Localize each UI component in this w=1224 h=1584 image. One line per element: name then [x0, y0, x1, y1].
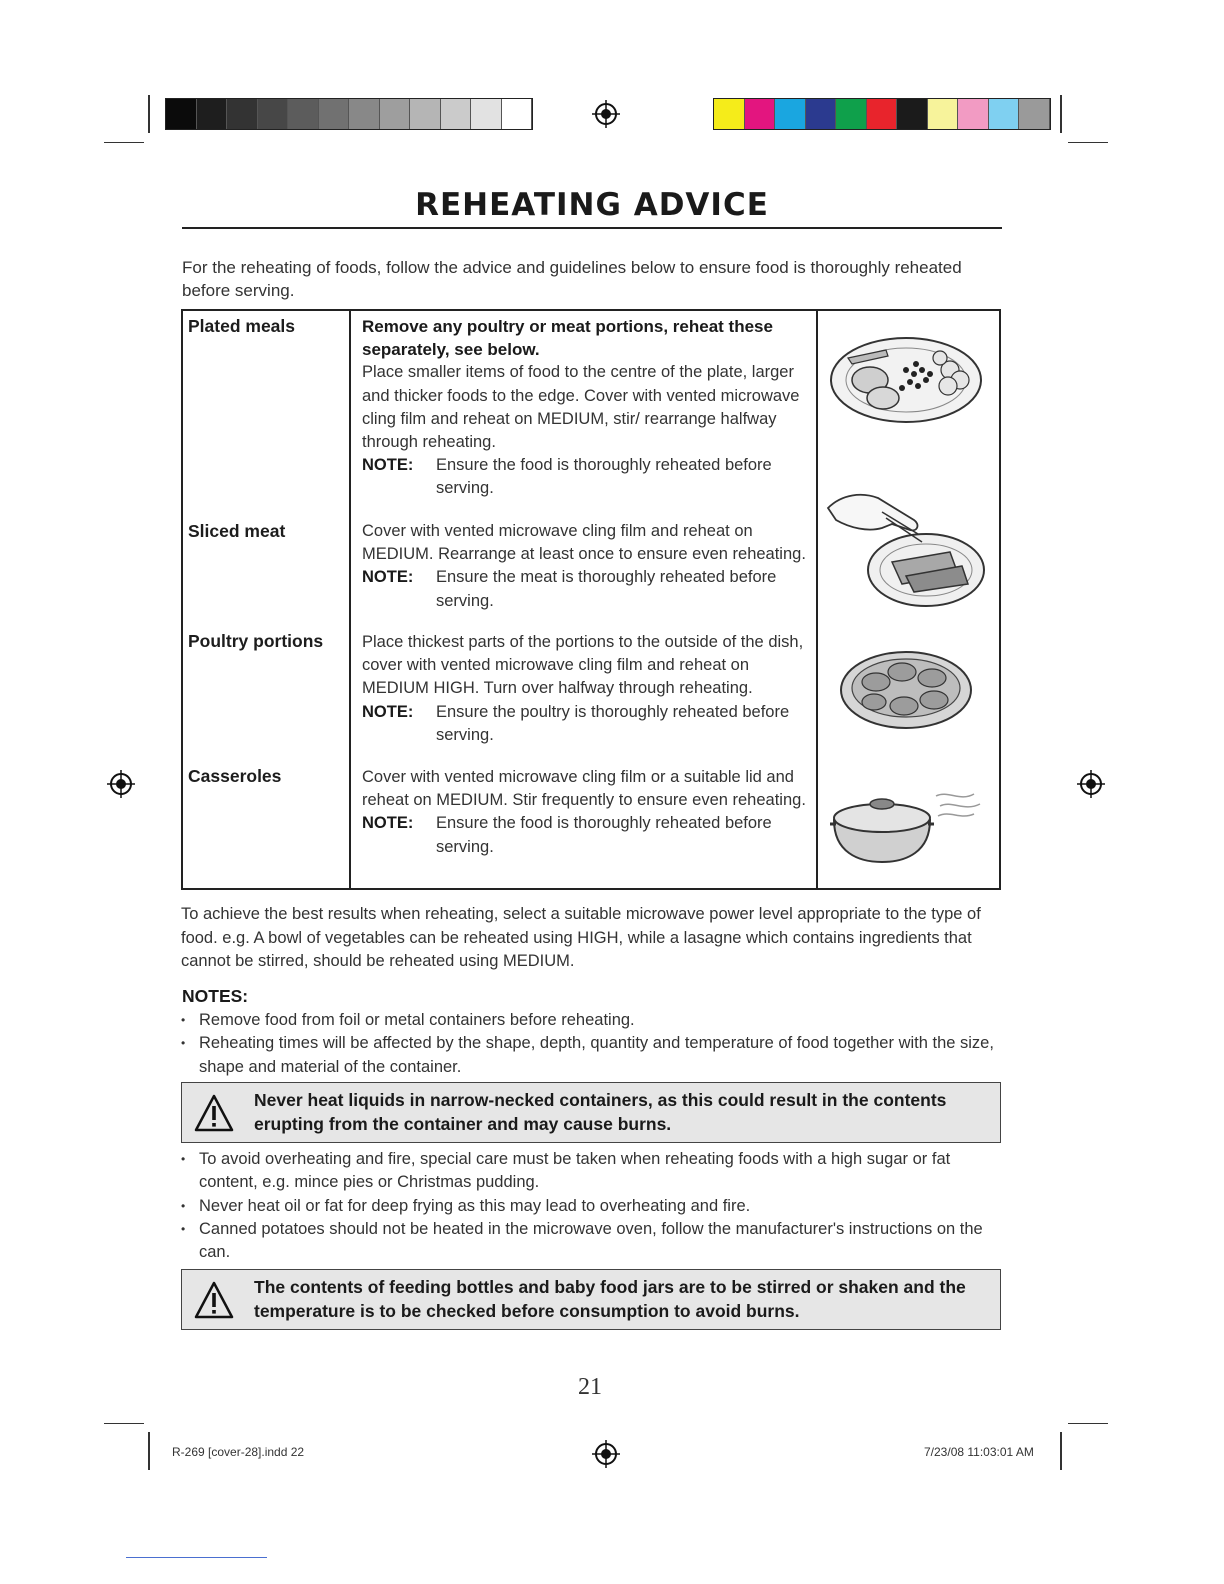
note-text: Ensure the food is thoroughly reheated before serving. [436, 814, 772, 856]
gray-swatch [319, 99, 350, 129]
casserole-illustration [828, 774, 988, 866]
warning-box [181, 1082, 1001, 1143]
category-label: Casseroles [188, 766, 282, 786]
notes-list [181, 1009, 1001, 1079]
poultry-portions-illustration [838, 646, 974, 734]
category-label: Plated meals [188, 316, 295, 336]
link-underline [126, 1557, 267, 1558]
note-row [362, 454, 812, 500]
notes-list [181, 1148, 1001, 1264]
crop-mark [1060, 95, 1062, 133]
warning-triangle-icon [194, 1281, 234, 1319]
gray-swatch [410, 99, 441, 129]
gray-swatch [197, 99, 228, 129]
note-label: NOTE: [362, 814, 414, 833]
row-text: Cover with vented microwave cling film and reheat on MEDIUM. Rearrange at least once to ensure even reheating. [362, 522, 806, 564]
color-swatch [867, 99, 898, 129]
row-text: Cover with vented microwave cling film or a suitable lid and reheat on MEDIUM. Stir frequently to ensure even reheating. [362, 768, 806, 810]
category-column [182, 310, 350, 889]
note-label: NOTE: [362, 568, 414, 587]
gray-swatch [380, 99, 411, 129]
crop-mark [1060, 1432, 1062, 1470]
power-level-paragraph: To achieve the best results when reheating, select a suitable microwave power level appropriate to the type of food. e.g. A bowl of vegetables can be reheated using HIGH, while a lasagne which contains ingredients that cannot be stirred, should be reheated using MEDIUM. [181, 905, 981, 970]
gray-swatch [227, 99, 258, 129]
color-calibration-bar [713, 98, 1051, 130]
crop-mark [148, 1432, 150, 1470]
note-text: Ensure the meat is thoroughly reheated before serving. [436, 568, 777, 610]
row-text: Place smaller items of food to the centre of the plate, larger and thicker foods to the edge. Cover with vented microwave cling film and reheat on MEDIUM, stir/ rearrange halfway through reheating. [362, 363, 800, 452]
crop-mark [148, 95, 150, 133]
note-text: Ensure the food is thoroughly reheated before serving. [436, 456, 772, 498]
category-label: Poultry portions [188, 631, 324, 651]
crop-mark [1068, 1423, 1108, 1424]
color-swatch [745, 99, 776, 129]
notes-heading: NOTES: [182, 986, 249, 1006]
warning-text: Never heat liquids in narrow-necked containers, as this could result in the contents erupting from the container and may cause burns. [254, 1090, 947, 1134]
list-item: • Never heat oil or fat for deep frying as this may lead to overheating and fire. [181, 1195, 1001, 1218]
note-row [362, 812, 812, 858]
note-row [362, 701, 812, 747]
slug-file-info: R-269 [cover-28].indd 22 [172, 1445, 305, 1459]
note-label: NOTE: [362, 456, 414, 475]
list-item: • Remove food from foil or metal containers before reheating. [181, 1009, 1001, 1032]
crop-mark [104, 142, 144, 143]
row-lead: Remove any poultry or meat portions, reheat these separately, see below. [362, 317, 773, 360]
warning-triangle-icon [194, 1094, 234, 1132]
crop-mark [1068, 142, 1108, 143]
list-item: • Reheating times will be affected by the shape, depth, quantity and temperature of food together with the size, shape and material of the container. [181, 1032, 1001, 1079]
registration-mark-icon [1077, 770, 1105, 798]
color-swatch [1019, 99, 1050, 129]
grayscale-calibration-bar [165, 98, 533, 130]
list-item: • To avoid overheating and fire, special care must be taken when reheating foods with a high sugar or fat content, e.g. mince pies or Christmas pudding. [181, 1148, 1001, 1195]
color-swatch [836, 99, 867, 129]
page-number: 21 [578, 1374, 602, 1400]
slug-timestamp: 7/23/08 11:03:01 AM [924, 1445, 1034, 1459]
category-label: Sliced meat [188, 521, 286, 541]
color-swatch [928, 99, 959, 129]
note-row [362, 566, 812, 612]
row-instructions [362, 766, 812, 859]
gray-swatch [349, 99, 380, 129]
list-item: • Canned potatoes should not be heated in the microwave oven, follow the manufacturer's instructions on the can. [181, 1218, 1001, 1265]
color-swatch [989, 99, 1020, 129]
warning-box [181, 1269, 1001, 1330]
color-swatch [897, 99, 928, 129]
note-label: NOTE: [362, 702, 414, 721]
registration-mark-icon [592, 100, 620, 128]
gray-swatch [471, 99, 502, 129]
registration-mark-icon [592, 1440, 620, 1468]
gray-swatch [258, 99, 289, 129]
row-text: Place thickest parts of the portions to the outside of the dish, cover with vented microwave cling film and reheat on MEDIUM HIGH. Turn over halfway through reheating. [362, 633, 804, 698]
sliced-meat-illustration [822, 488, 988, 612]
page-title: REHEATING ADVICE [415, 187, 769, 223]
color-swatch [958, 99, 989, 129]
gray-swatch [288, 99, 319, 129]
color-swatch [714, 99, 745, 129]
color-swatch [806, 99, 837, 129]
title-divider [182, 227, 1002, 229]
row-instructions [362, 631, 812, 747]
registration-mark-icon [107, 770, 135, 798]
row-instructions [362, 315, 812, 501]
intro-paragraph: For the reheating of foods, follow the advice and guidelines below to ensure food is thoroughly reheated before serving. [182, 258, 962, 300]
note-text: Ensure the poultry is thoroughly reheated before serving. [436, 702, 790, 744]
gray-swatch [166, 99, 197, 129]
gray-swatch [441, 99, 472, 129]
plated-meal-illustration [828, 330, 986, 430]
gray-swatch [502, 99, 533, 129]
crop-mark [104, 1423, 144, 1424]
row-instructions [362, 520, 812, 613]
color-swatch [775, 99, 806, 129]
warning-text: The contents of feeding bottles and baby food jars are to be stirred or shaken and the temperature is to be checked before consumption to avoid burns. [254, 1277, 966, 1321]
